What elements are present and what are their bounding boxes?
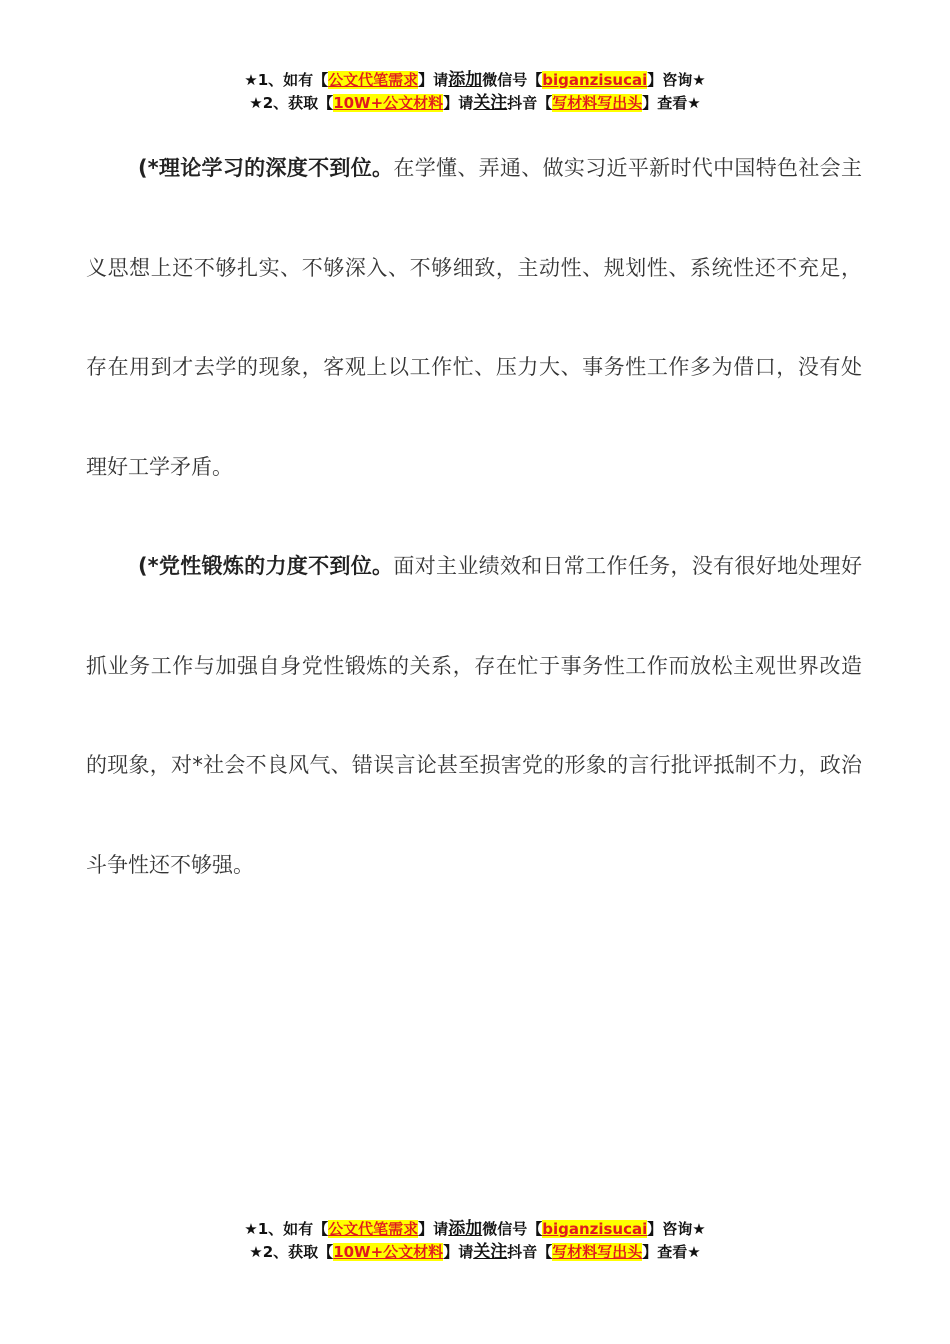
banner-text: ★2、获取【 [249, 1243, 334, 1261]
banner-text: ★1、如有【 [244, 1220, 329, 1238]
banner-emphasis: 关注 [473, 93, 508, 113]
wechat-id-highlight: biganzisucai [542, 1220, 648, 1238]
paragraph-text: 面对主业绩效和日常工作任务，没有很好地处理好抓业务工作与加强自身党性锻炼的关系，存在忙于事务性工作而放松主观世界改造的现象，对*社会不良风气、错误言论甚至损害党的形象的言行批评抵制不力，政治斗争性还不够强。 [86, 554, 862, 877]
banner-text: 】请 [418, 1220, 449, 1238]
banner-highlight: 公文代笔需求 [328, 1220, 419, 1238]
banner-highlight: 10W+公文材料 [333, 94, 444, 112]
paragraph-party-training [86, 517, 862, 915]
banner-text: ★2、获取【 [249, 94, 334, 112]
banner-emphasis: 添加 [448, 1219, 483, 1239]
document-body [86, 119, 862, 915]
header-banner-line-2 [0, 92, 950, 115]
banner-highlight: 10W+公文材料 [333, 1243, 444, 1261]
banner-highlight: 公文代笔需求 [328, 71, 419, 89]
banner-text: 】请 [418, 71, 449, 89]
banner-text: 】请 [443, 1243, 474, 1261]
banner-emphasis: 关注 [473, 1242, 508, 1262]
header-banner [0, 69, 950, 115]
banner-text: 抖音【 [507, 1243, 553, 1261]
footer-banner-line-1 [0, 1218, 950, 1241]
banner-text: 】咨询★ [647, 71, 706, 89]
header-banner-line-1 [0, 69, 950, 92]
douyin-id-highlight: 写材料写出头 [552, 1243, 643, 1261]
banner-text: 】咨询★ [647, 1220, 706, 1238]
paragraph-text: 在学懂、弄通、做实习近平新时代中国特色社会主义思想上还不够扎实、不够深入、不够细致，主动性、规划性、系统性还不充足，存在用到才去学的现象，客观上以工作忙、压力大、事务性工作多为借口，没有处理好工学矛盾。 [86, 156, 862, 479]
paragraph-theory-study [86, 119, 862, 517]
banner-text: 抖音【 [507, 94, 553, 112]
banner-text: ★1、如有【 [244, 71, 329, 89]
paragraph-heading: (*党性锻炼的力度不到位。 [138, 554, 394, 578]
banner-text: 微信号【 [482, 71, 543, 89]
douyin-id-highlight: 写材料写出头 [552, 94, 643, 112]
banner-text: 】查看★ [642, 94, 701, 112]
footer-banner-line-2 [0, 1241, 950, 1264]
banner-text: 】请 [443, 94, 474, 112]
banner-emphasis: 添加 [448, 70, 483, 90]
banner-text: 微信号【 [482, 1220, 543, 1238]
wechat-id-highlight: biganzisucai [542, 71, 648, 89]
paragraph-heading: (*理论学习的深度不到位。 [138, 156, 394, 180]
footer-banner [0, 1218, 950, 1264]
banner-text: 】查看★ [642, 1243, 701, 1261]
